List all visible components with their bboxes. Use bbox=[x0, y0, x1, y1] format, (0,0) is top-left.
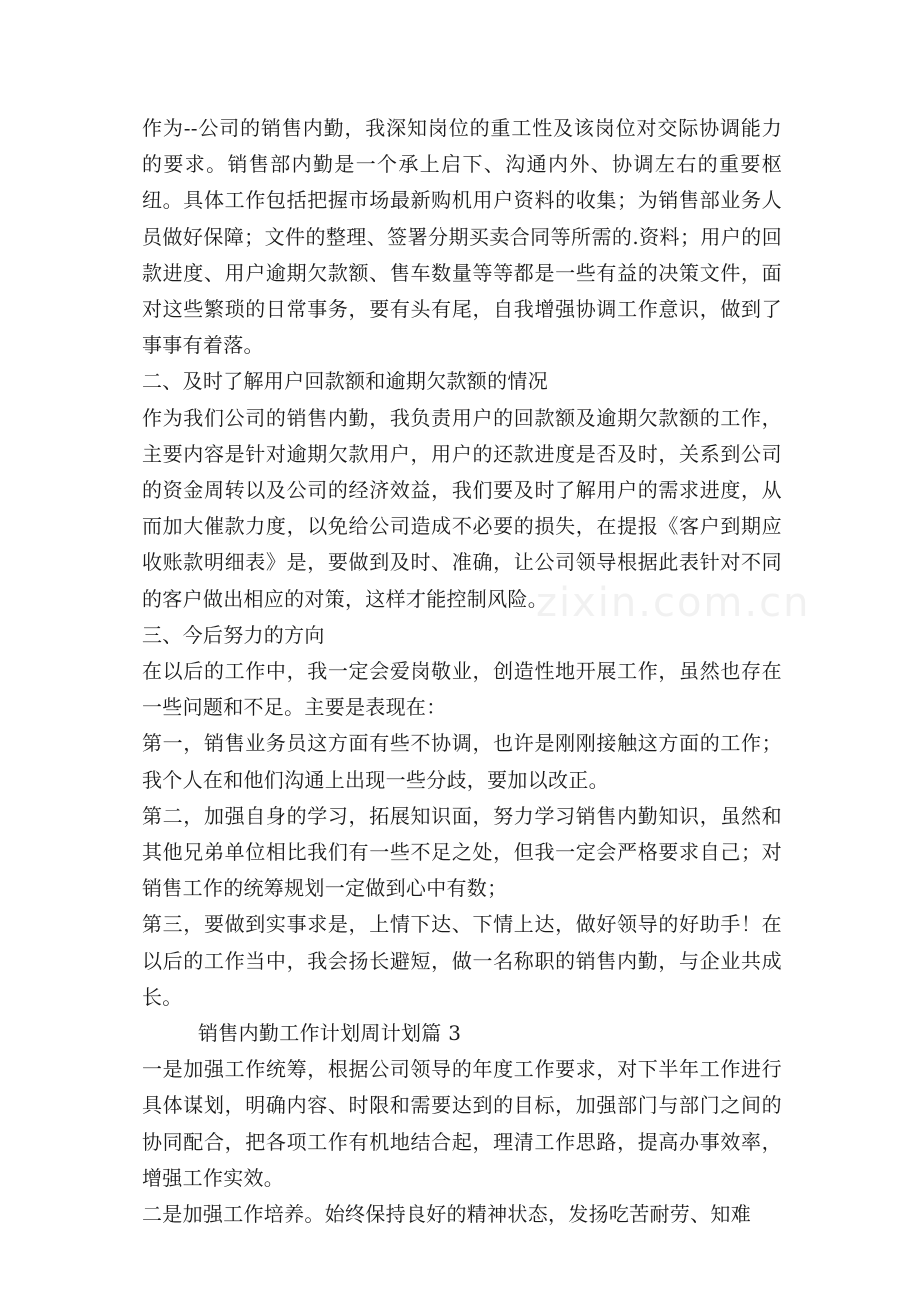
paragraph-point-1: 第一，销售业务员这方面有些不协调，也许是刚刚接触这方面的工作；我个人在和他们沟通上出现一些分歧，要加以改正。 bbox=[142, 731, 782, 792]
paragraph-plan-item-2: 二是加强工作培养。始终保持良好的精神状态，发扬吃苦耐劳、知难 bbox=[142, 1202, 751, 1227]
document-body bbox=[142, 110, 782, 1232]
heading-section-2: 二、及时了解用户回款额和逾期欠款额的情况 bbox=[142, 369, 548, 394]
section-title-plan-3: 销售内勤工作计划周计划篇 3 bbox=[198, 1021, 462, 1046]
paragraph-intro: 作为--公司的销售内勤，我深知岗位的重工性及该岗位对交际协调能力的要求。销售部内勤是一个承上启下、沟通内外、协调左右的重要枢纽。具体工作包括把握市场最新购机用户资料的收集；为销售部业务人员做好保障；文件的整理、签署分期买卖合同等所需的.资料；用户的回款进度、用户逾期欠款额、售车数量等等都是一些有益的决策文件，面对这些繁琐的日常事务，要有头有尾，自我增强协调工作意识，做到了事事有着落。 bbox=[142, 116, 782, 358]
paragraph-point-3: 第三，要做到实事求是，上情下达、下情上达，做好领导的好助手！在以后的工作当中，我会扬长避短，做一名称职的销售内勤，与企业共成长。 bbox=[142, 912, 782, 1009]
heading-section-3: 三、今后努力的方向 bbox=[142, 622, 325, 647]
paragraph-future-work: 在以后的工作中，我一定会爱岗敬业，创造性地开展工作，虽然也存在一些问题和不足。主要是表现在： bbox=[142, 659, 782, 720]
paragraph-point-2: 第二，加强自身的学习，拓展知识面，努力学习销售内勤知识，虽然和其他兄弟单位相比我们有一些不足之处，但我一定会严格要求自己；对销售工作的统筹规划一定做到心中有数； bbox=[142, 803, 782, 901]
watermark: zixin.com.cn bbox=[536, 580, 811, 626]
paragraph-plan-item-1: 一是加强工作统筹，根据公司领导的年度工作要求，对下半年工作进行具体谋划，明确内容、时限和需要达到的目标，加强部门与部门之间的协同配合，把各项工作有机地结合起，理清工作思路，提高办事效率，增强工作实效。 bbox=[142, 1057, 782, 1190]
paragraph-section-2: 作为我们公司的销售内勤，我负责用户的回款额及逾期欠款额的工作，主要内容是针对逾期欠款用户，用户的还款进度是否及时，关系到公司的资金周转以及公司的经济效益，我们要及时了解用户的需求进度，从而加大催款力度，以免给公司造成不必要的损失，在提报《客户到期应收账款明细表》是，要做到及时、准确，让公司领导根据此表针对不同的客户做出相应的对策，这样才能控制风险。 bbox=[142, 405, 782, 611]
